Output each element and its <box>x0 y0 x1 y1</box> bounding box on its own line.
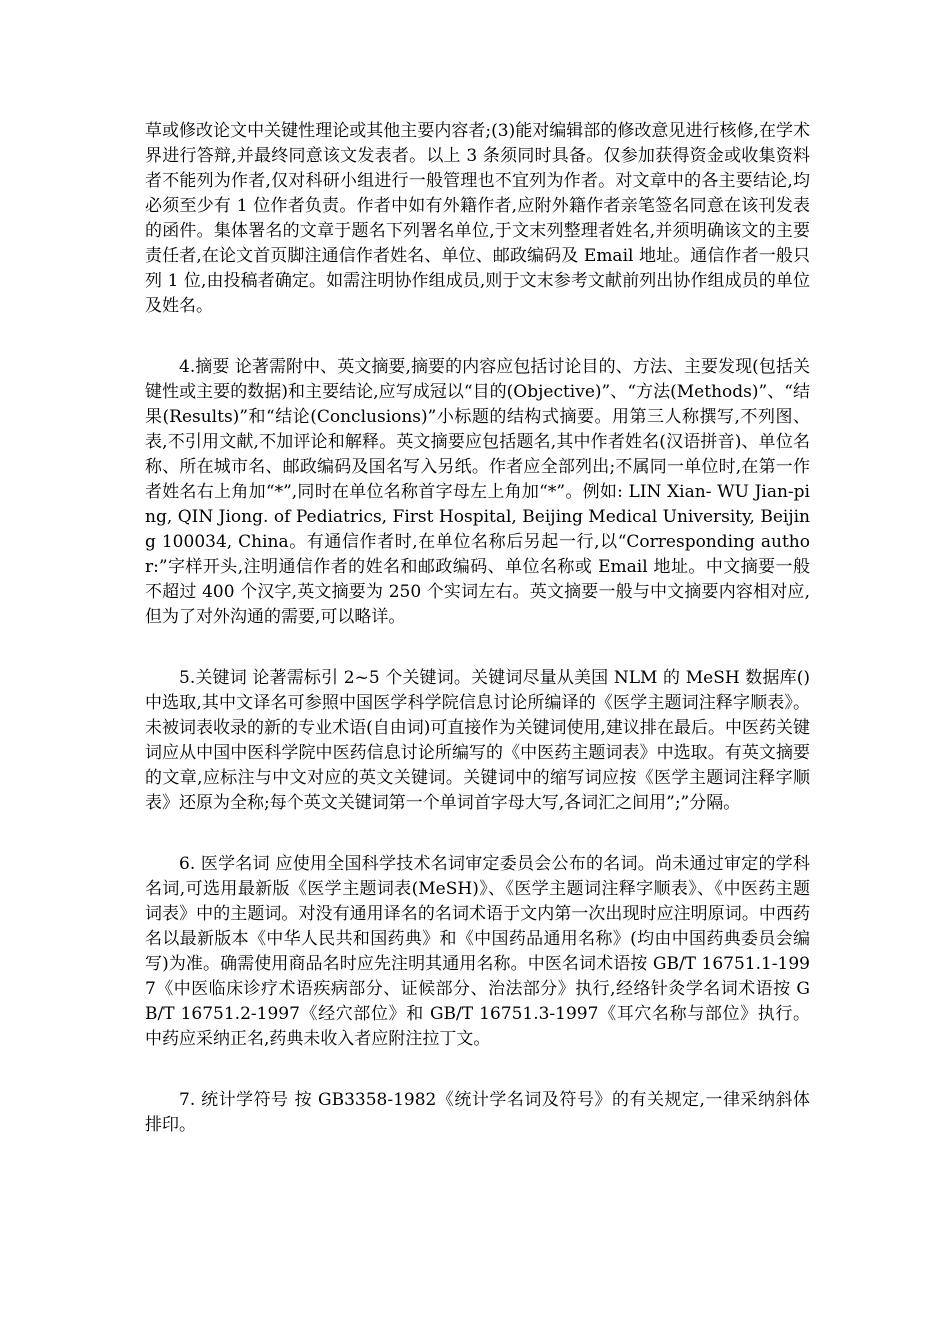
paragraph-statistical-symbols: 7. 统计学符号 按 GB3358-1982《统计学名词及符号》的有关规定,一律采纳斜体排印。 <box>145 1090 810 1135</box>
paragraph-medical-terms: 6. 医学名词 应使用全国科学技术名词审定委员会公布的名词。尚未通过审定的学科名词,可选用最新版《医学主题词表(MeSH)》、《医学主题词注释字顺表》、《中医药主题词表》中的主题词。对没有通用译名的名词术语于文内第一次出现时应注明原词。中西药名以最新版本《中华人民共和国药典》和《中国药品通用名称》(均由中国药典委员会编写)为准。确需使用商品名时应先注明其通用名称。中医名词术语按 GB/T 16751.1-1997《中医临床诊疗术语疾病部分、证候部分、治法部分》执行,经络针灸学名词术语按 GB/T 16751.2-1997《经穴部位》和 GB/T 16751.3-1997《耳穴名称与部位》执行。中药应采纳正名,药典未收入者应附注拉丁文。 <box>145 854 810 1049</box>
document-page <box>145 119 810 1174</box>
paragraph-keywords: 5.关键词 论著需标引 2~5 个关键词。关键词尽量从美国 NLM 的 MeSH 数据库()中选取,其中文译名可参照中国医学科学院信息讨论所编译的《医学主题词注释字顺表》。未被词表收录的新的专业术语(自由词)可直接作为关键词使用,建议排在最后。中医药关键词应从中国中医科学院中医药信息讨论所编写的《中医药主题词表》中选取。有英文摘要的文章,应标注与中文对应的英文关键词。关键词中的缩写词应按《医学主题词注释字顺表》还原为全称;每个英文关键词第一个单词首字母大写,各词汇之间用”;”分隔。 <box>145 668 810 813</box>
paragraph-authorship: 草或修改论文中关键性理论或其他主要内容者;(3)能对编辑部的修改意见进行核修,在学术界进行答辩,并最终同意该文发表者。以上 3 条须同时具备。仅参加获得资金或收集资料者不能列为作者,仅对科研小组进行一般管理也不宜列为作者。对文章中的各主要结论,均必须至少有 1 位作者负责。作者中如有外籍作者,应附外籍作者亲笔签名同意在该刊发表的函件。集体署名的文章于题名下列署名单位,于文末列整理者姓名,并须明确该文的主要责任者,在论文首页脚注通信作者姓名、单位、邮政编码及 Email 地址。通信作者一般只列 1 位,由投稿者确定。如需注明协作组成员,则于文末参考文献前列出协作组成员的单位及姓名。 <box>145 121 810 316</box>
paragraph-abstract: 4.摘要 论著需附中、英文摘要,摘要的内容应包括讨论目的、方法、主要发现(包括关键性或主要的数据)和主要结论,应写成冠以“目的(Objective)”、“方法(Methods)”、“结果(Results)”和“结论(Conclusions)”小标题的结构式摘要。用第三人称撰写,不列图、表,不引用文献,不加评论和解释。英文摘要应包括题名,其中作者姓名(汉语拼音)、单位名称、所在城市名、邮政编码及国名写入另纸。作者应全部列出;不属同一单位时,在第一作者姓名右上角加“*”,同时在单位名称首字母左上角加“*”。例如: LIN Xian- WU Jian-ping, QIN Jiong. of Pediatrics, First Hospital, Beijing Medical University, Beijing 100034, China。有通信作者时,在单位名称后另起一行,以“Corresponding author:”字样开头,注明通信作者的姓名和邮政编码、单位名称或 Email 地址。中文摘要一般不超过 400 个汉字,英文摘要为 250 个实词左右。英文摘要一般与中文摘要内容相对应,但为了对外沟通的需要,可以略详。 <box>145 357 810 627</box>
